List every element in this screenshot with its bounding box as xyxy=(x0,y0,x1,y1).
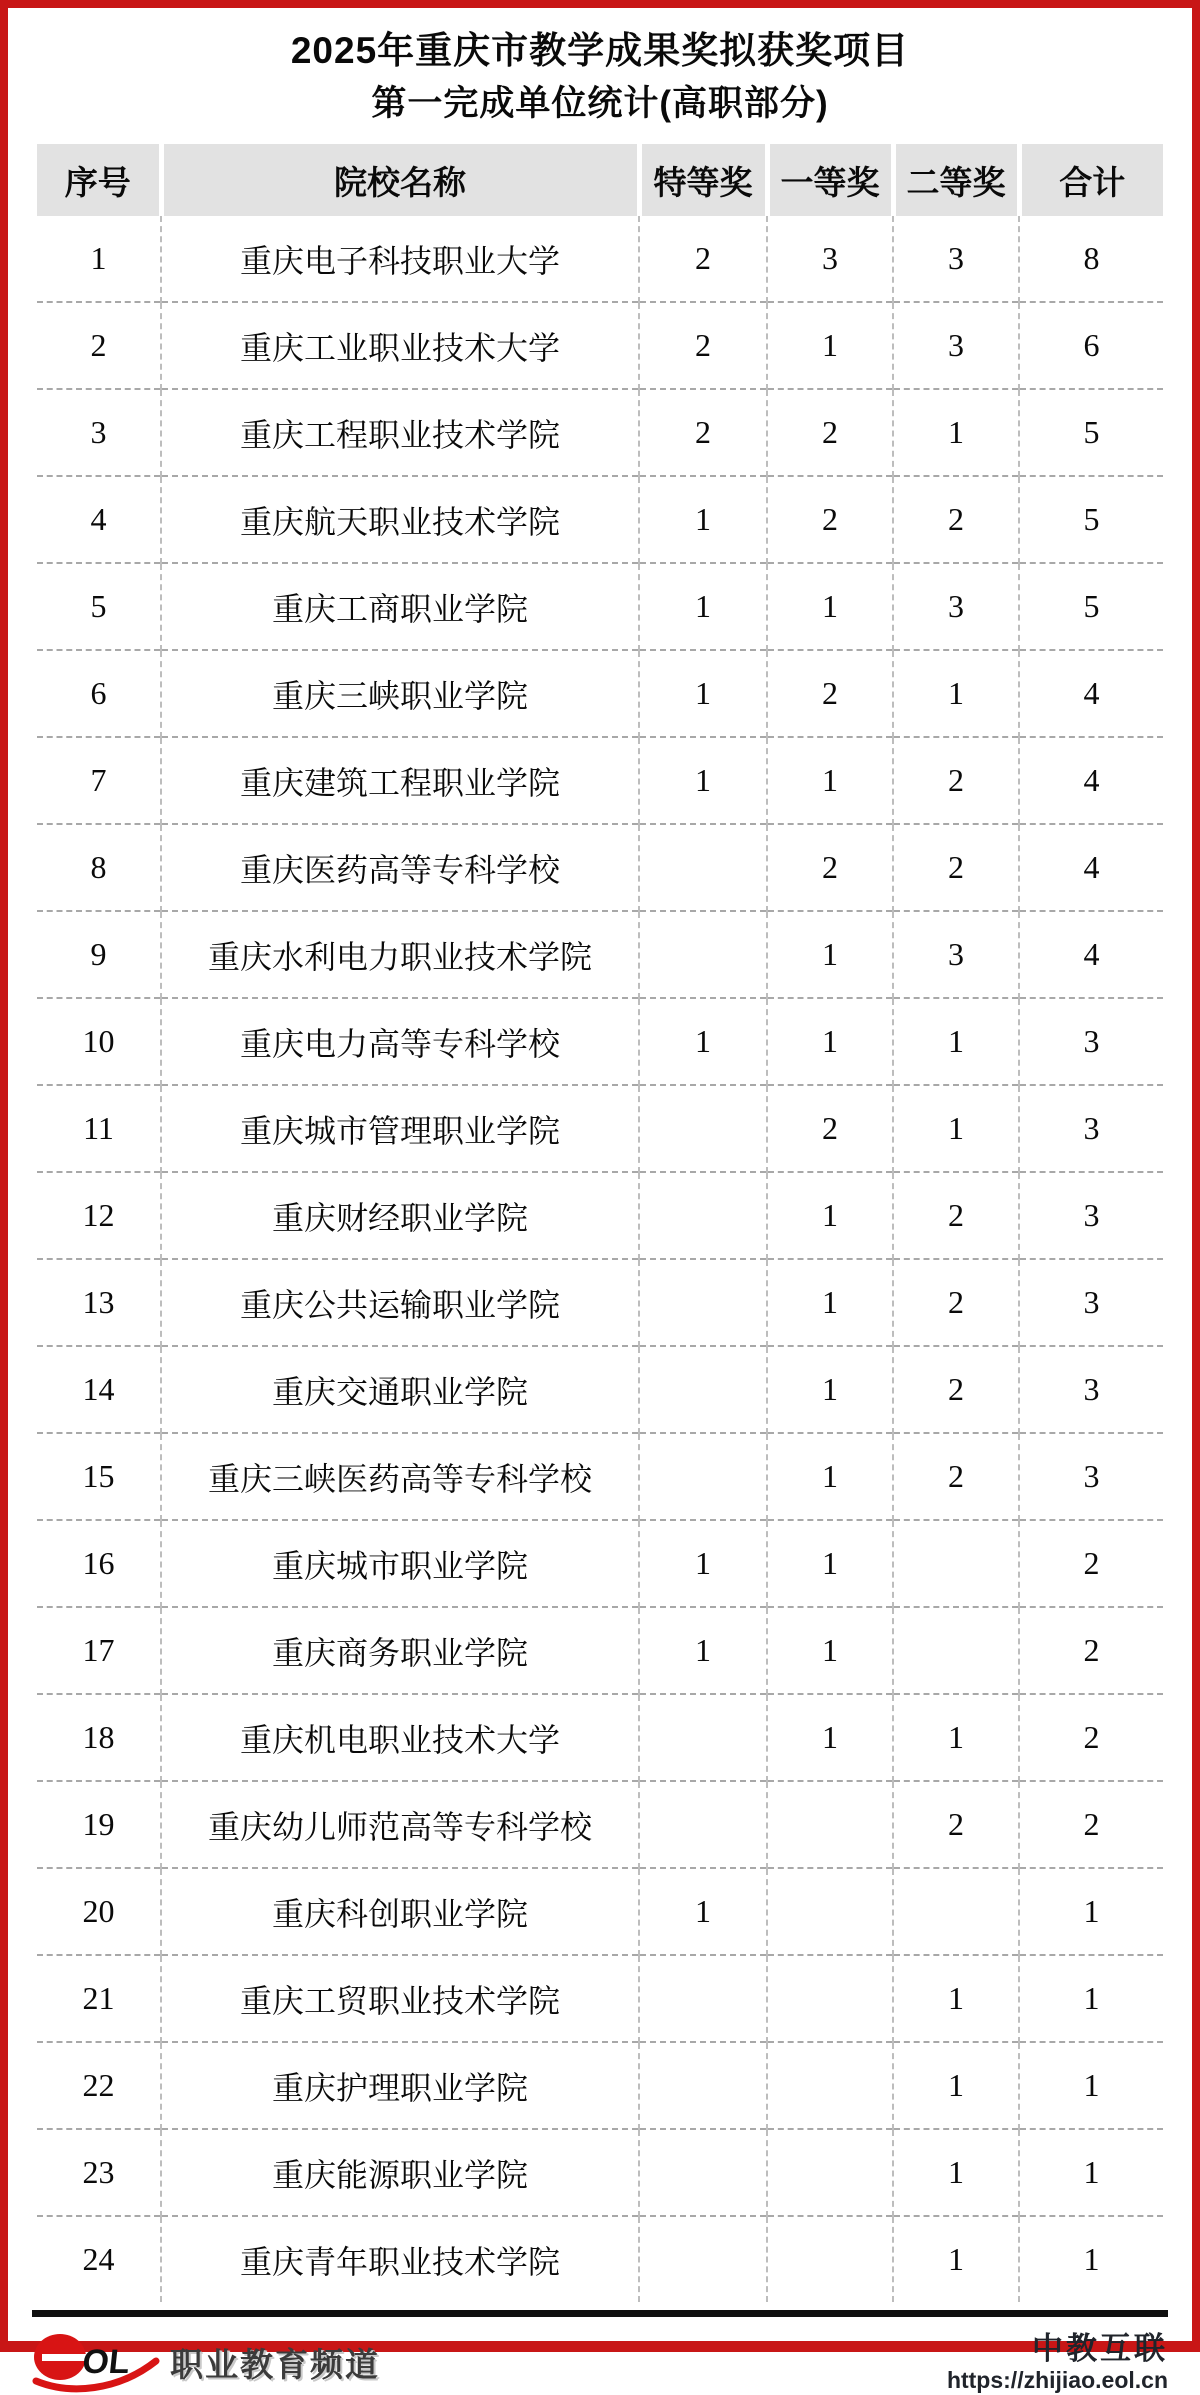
total-count: 1 xyxy=(1019,1955,1163,2042)
special-prize-count xyxy=(639,1781,767,1868)
first-prize-count: 1 xyxy=(767,998,893,1085)
first-prize-count: 2 xyxy=(767,824,893,911)
second-prize-count: 1 xyxy=(893,650,1019,737)
school-name: 重庆工业职业技术大学 xyxy=(161,302,639,389)
table-header-row xyxy=(37,144,1163,216)
table-bottom-rule xyxy=(32,2310,1168,2317)
second-prize-count: 2 xyxy=(893,1259,1019,1346)
first-prize-count: 1 xyxy=(767,1607,893,1694)
title-block xyxy=(8,24,1192,130)
table-row xyxy=(37,1868,1163,1955)
special-prize-count xyxy=(639,2042,767,2129)
table-row xyxy=(37,302,1163,389)
brand-url: https://zhijiao.eol.cn xyxy=(946,2366,1168,2393)
school-name: 重庆机电职业技术大学 xyxy=(161,1694,639,1781)
first-prize-count: 1 xyxy=(767,1172,893,1259)
total-count: 4 xyxy=(1019,911,1163,998)
school-name: 重庆水利电力职业技术学院 xyxy=(161,911,639,998)
school-name: 重庆电子科技职业大学 xyxy=(161,216,639,302)
second-prize-count: 3 xyxy=(893,216,1019,302)
row-number: 13 xyxy=(37,1259,161,1346)
school-name: 重庆三峡医药高等专科学校 xyxy=(161,1433,639,1520)
special-prize-count xyxy=(639,2216,767,2302)
table-row xyxy=(37,1259,1163,1346)
total-count: 2 xyxy=(1019,1781,1163,1868)
total-count: 8 xyxy=(1019,216,1163,302)
total-count: 2 xyxy=(1019,1520,1163,1607)
first-prize-count: 1 xyxy=(767,1346,893,1433)
school-name: 重庆能源职业学院 xyxy=(161,2129,639,2216)
table-row xyxy=(37,1433,1163,1520)
total-count: 1 xyxy=(1019,2216,1163,2302)
total-count: 2 xyxy=(1019,1607,1163,1694)
award-statistics-table xyxy=(37,144,1163,2302)
total-count: 2 xyxy=(1019,1694,1163,1781)
second-prize-count xyxy=(893,1868,1019,1955)
total-count: 5 xyxy=(1019,563,1163,650)
row-number: 5 xyxy=(37,563,161,650)
table-row xyxy=(37,1172,1163,1259)
first-prize-count: 2 xyxy=(767,1085,893,1172)
first-prize-count xyxy=(767,1781,893,1868)
total-count: 3 xyxy=(1019,1172,1163,1259)
first-prize-count: 2 xyxy=(767,476,893,563)
second-prize-count: 3 xyxy=(893,911,1019,998)
total-count: 6 xyxy=(1019,302,1163,389)
first-prize-count: 1 xyxy=(767,911,893,998)
second-prize-count: 3 xyxy=(893,302,1019,389)
first-prize-count xyxy=(767,2042,893,2129)
first-prize-count: 3 xyxy=(767,216,893,302)
header-second-prize: 二等奖 xyxy=(893,144,1019,216)
second-prize-count: 1 xyxy=(893,2042,1019,2129)
school-name: 重庆工商职业学院 xyxy=(161,563,639,650)
special-prize-count xyxy=(639,1955,767,2042)
school-name: 重庆三峡职业学院 xyxy=(161,650,639,737)
school-name: 重庆建筑工程职业学院 xyxy=(161,737,639,824)
special-prize-count: 1 xyxy=(639,1607,767,1694)
second-prize-count: 3 xyxy=(893,563,1019,650)
row-number: 21 xyxy=(37,1955,161,2042)
second-prize-count: 1 xyxy=(893,1694,1019,1781)
second-prize-count: 2 xyxy=(893,1433,1019,1520)
table-body xyxy=(37,216,1163,2302)
table-row xyxy=(37,1085,1163,1172)
school-name: 重庆医药高等专科学校 xyxy=(161,824,639,911)
row-number: 1 xyxy=(37,216,161,302)
table-row xyxy=(37,563,1163,650)
second-prize-count: 1 xyxy=(893,2216,1019,2302)
second-prize-count xyxy=(893,1607,1019,1694)
second-prize-count: 1 xyxy=(893,2129,1019,2216)
first-prize-count xyxy=(767,1868,893,1955)
total-count: 3 xyxy=(1019,1085,1163,1172)
special-prize-count: 2 xyxy=(639,302,767,389)
total-count: 3 xyxy=(1019,1346,1163,1433)
school-name: 重庆交通职业学院 xyxy=(161,1346,639,1433)
header-special-prize: 特等奖 xyxy=(639,144,767,216)
table-row xyxy=(37,1694,1163,1781)
row-number: 11 xyxy=(37,1085,161,1172)
special-prize-count: 2 xyxy=(639,216,767,302)
row-number: 19 xyxy=(37,1781,161,1868)
total-count: 5 xyxy=(1019,476,1163,563)
footer xyxy=(32,2329,1168,2395)
second-prize-count: 2 xyxy=(893,737,1019,824)
school-name: 重庆财经职业学院 xyxy=(161,1172,639,1259)
row-number: 15 xyxy=(37,1433,161,1520)
second-prize-count: 1 xyxy=(893,1085,1019,1172)
total-count: 1 xyxy=(1019,1868,1163,1955)
school-name: 重庆航天职业技术学院 xyxy=(161,476,639,563)
school-name: 重庆商务职业学院 xyxy=(161,1607,639,1694)
row-number: 22 xyxy=(37,2042,161,2129)
table-row xyxy=(37,476,1163,563)
special-prize-count: 2 xyxy=(639,389,767,476)
footer-left xyxy=(32,2329,380,2395)
row-number: 9 xyxy=(37,911,161,998)
table-row xyxy=(37,998,1163,1085)
first-prize-count: 1 xyxy=(767,302,893,389)
school-name: 重庆城市管理职业学院 xyxy=(161,1085,639,1172)
table-row xyxy=(37,389,1163,476)
school-name: 重庆青年职业技术学院 xyxy=(161,2216,639,2302)
row-number: 12 xyxy=(37,1172,161,1259)
special-prize-count: 1 xyxy=(639,1520,767,1607)
table-row xyxy=(37,1781,1163,1868)
school-name: 重庆幼儿师范高等专科学校 xyxy=(161,1781,639,1868)
special-prize-count: 1 xyxy=(639,1868,767,1955)
header-first-prize: 一等奖 xyxy=(767,144,893,216)
footer-right xyxy=(947,2331,1168,2393)
row-number: 3 xyxy=(37,389,161,476)
special-prize-count: 1 xyxy=(639,650,767,737)
total-count: 1 xyxy=(1019,2042,1163,2129)
first-prize-count: 1 xyxy=(767,1259,893,1346)
table-row xyxy=(37,1955,1163,2042)
special-prize-count xyxy=(639,1694,767,1781)
second-prize-count: 1 xyxy=(893,998,1019,1085)
second-prize-count: 2 xyxy=(893,1781,1019,1868)
special-prize-count: 1 xyxy=(639,476,767,563)
row-number: 20 xyxy=(37,1868,161,1955)
school-name: 重庆护理职业学院 xyxy=(161,2042,639,2129)
second-prize-count: 2 xyxy=(893,1172,1019,1259)
total-count: 4 xyxy=(1019,650,1163,737)
row-number: 2 xyxy=(37,302,161,389)
row-number: 17 xyxy=(37,1607,161,1694)
school-name: 重庆公共运输职业学院 xyxy=(161,1259,639,1346)
header-serial-number: 序号 xyxy=(37,144,161,216)
school-name: 重庆城市职业学院 xyxy=(161,1520,639,1607)
total-count: 3 xyxy=(1019,998,1163,1085)
row-number: 8 xyxy=(37,824,161,911)
table-row xyxy=(37,2129,1163,2216)
table-row xyxy=(37,1520,1163,1607)
first-prize-count: 2 xyxy=(767,650,893,737)
header-school-name: 院校名称 xyxy=(161,144,639,216)
school-name: 重庆科创职业学院 xyxy=(161,1868,639,1955)
second-prize-count: 1 xyxy=(893,1955,1019,2042)
special-prize-count xyxy=(639,824,767,911)
table-row xyxy=(37,911,1163,998)
special-prize-count xyxy=(639,1259,767,1346)
school-name: 重庆工贸职业技术学院 xyxy=(161,1955,639,2042)
second-prize-count: 2 xyxy=(893,476,1019,563)
table-row xyxy=(37,2042,1163,2129)
special-prize-count xyxy=(639,1085,767,1172)
school-name: 重庆电力高等专科学校 xyxy=(161,998,639,1085)
page-subtitle: 第一完成单位统计(高职部分) xyxy=(371,84,829,123)
header-total: 合计 xyxy=(1019,144,1163,216)
first-prize-count: 1 xyxy=(767,1520,893,1607)
table-row xyxy=(37,824,1163,911)
svg-text:OL: OL xyxy=(80,2343,132,2381)
special-prize-count xyxy=(639,1346,767,1433)
table-row xyxy=(37,1346,1163,1433)
row-number: 16 xyxy=(37,1520,161,1607)
first-prize-count xyxy=(767,2129,893,2216)
total-count: 4 xyxy=(1019,824,1163,911)
total-count: 3 xyxy=(1019,1433,1163,1520)
special-prize-count xyxy=(639,1433,767,1520)
row-number: 23 xyxy=(37,2129,161,2216)
page-title: 2025年重庆市教学成果奖拟获奖项目 xyxy=(290,30,910,71)
first-prize-count: 1 xyxy=(767,737,893,824)
row-number: 4 xyxy=(37,476,161,563)
row-number: 18 xyxy=(37,1694,161,1781)
table-row xyxy=(37,737,1163,824)
eol-logo-icon xyxy=(32,2329,160,2395)
second-prize-count: 2 xyxy=(893,1346,1019,1433)
table-row xyxy=(37,2216,1163,2302)
row-number: 6 xyxy=(37,650,161,737)
row-number: 14 xyxy=(37,1346,161,1433)
total-count: 3 xyxy=(1019,1259,1163,1346)
row-number: 10 xyxy=(37,998,161,1085)
special-prize-count: 1 xyxy=(639,737,767,824)
first-prize-count: 1 xyxy=(767,1433,893,1520)
second-prize-count xyxy=(893,1520,1019,1607)
total-count: 4 xyxy=(1019,737,1163,824)
special-prize-count: 1 xyxy=(639,998,767,1085)
table-row xyxy=(37,216,1163,302)
first-prize-count: 1 xyxy=(767,563,893,650)
total-count: 1 xyxy=(1019,2129,1163,2216)
row-number: 7 xyxy=(37,737,161,824)
special-prize-count xyxy=(639,2129,767,2216)
table-header xyxy=(37,144,1163,216)
row-number: 24 xyxy=(37,2216,161,2302)
school-name: 重庆工程职业技术学院 xyxy=(161,389,639,476)
brand-name: 中教互联 xyxy=(1032,2330,1168,2366)
special-prize-count: 1 xyxy=(639,563,767,650)
second-prize-count: 1 xyxy=(893,389,1019,476)
channel-label: 职业教育频道 xyxy=(170,2345,380,2383)
first-prize-count: 1 xyxy=(767,1694,893,1781)
special-prize-count xyxy=(639,1172,767,1259)
total-count: 5 xyxy=(1019,389,1163,476)
table-row xyxy=(37,1607,1163,1694)
first-prize-count xyxy=(767,2216,893,2302)
table-row xyxy=(37,650,1163,737)
second-prize-count: 2 xyxy=(893,824,1019,911)
first-prize-count: 2 xyxy=(767,389,893,476)
first-prize-count xyxy=(767,1955,893,2042)
special-prize-count xyxy=(639,911,767,998)
